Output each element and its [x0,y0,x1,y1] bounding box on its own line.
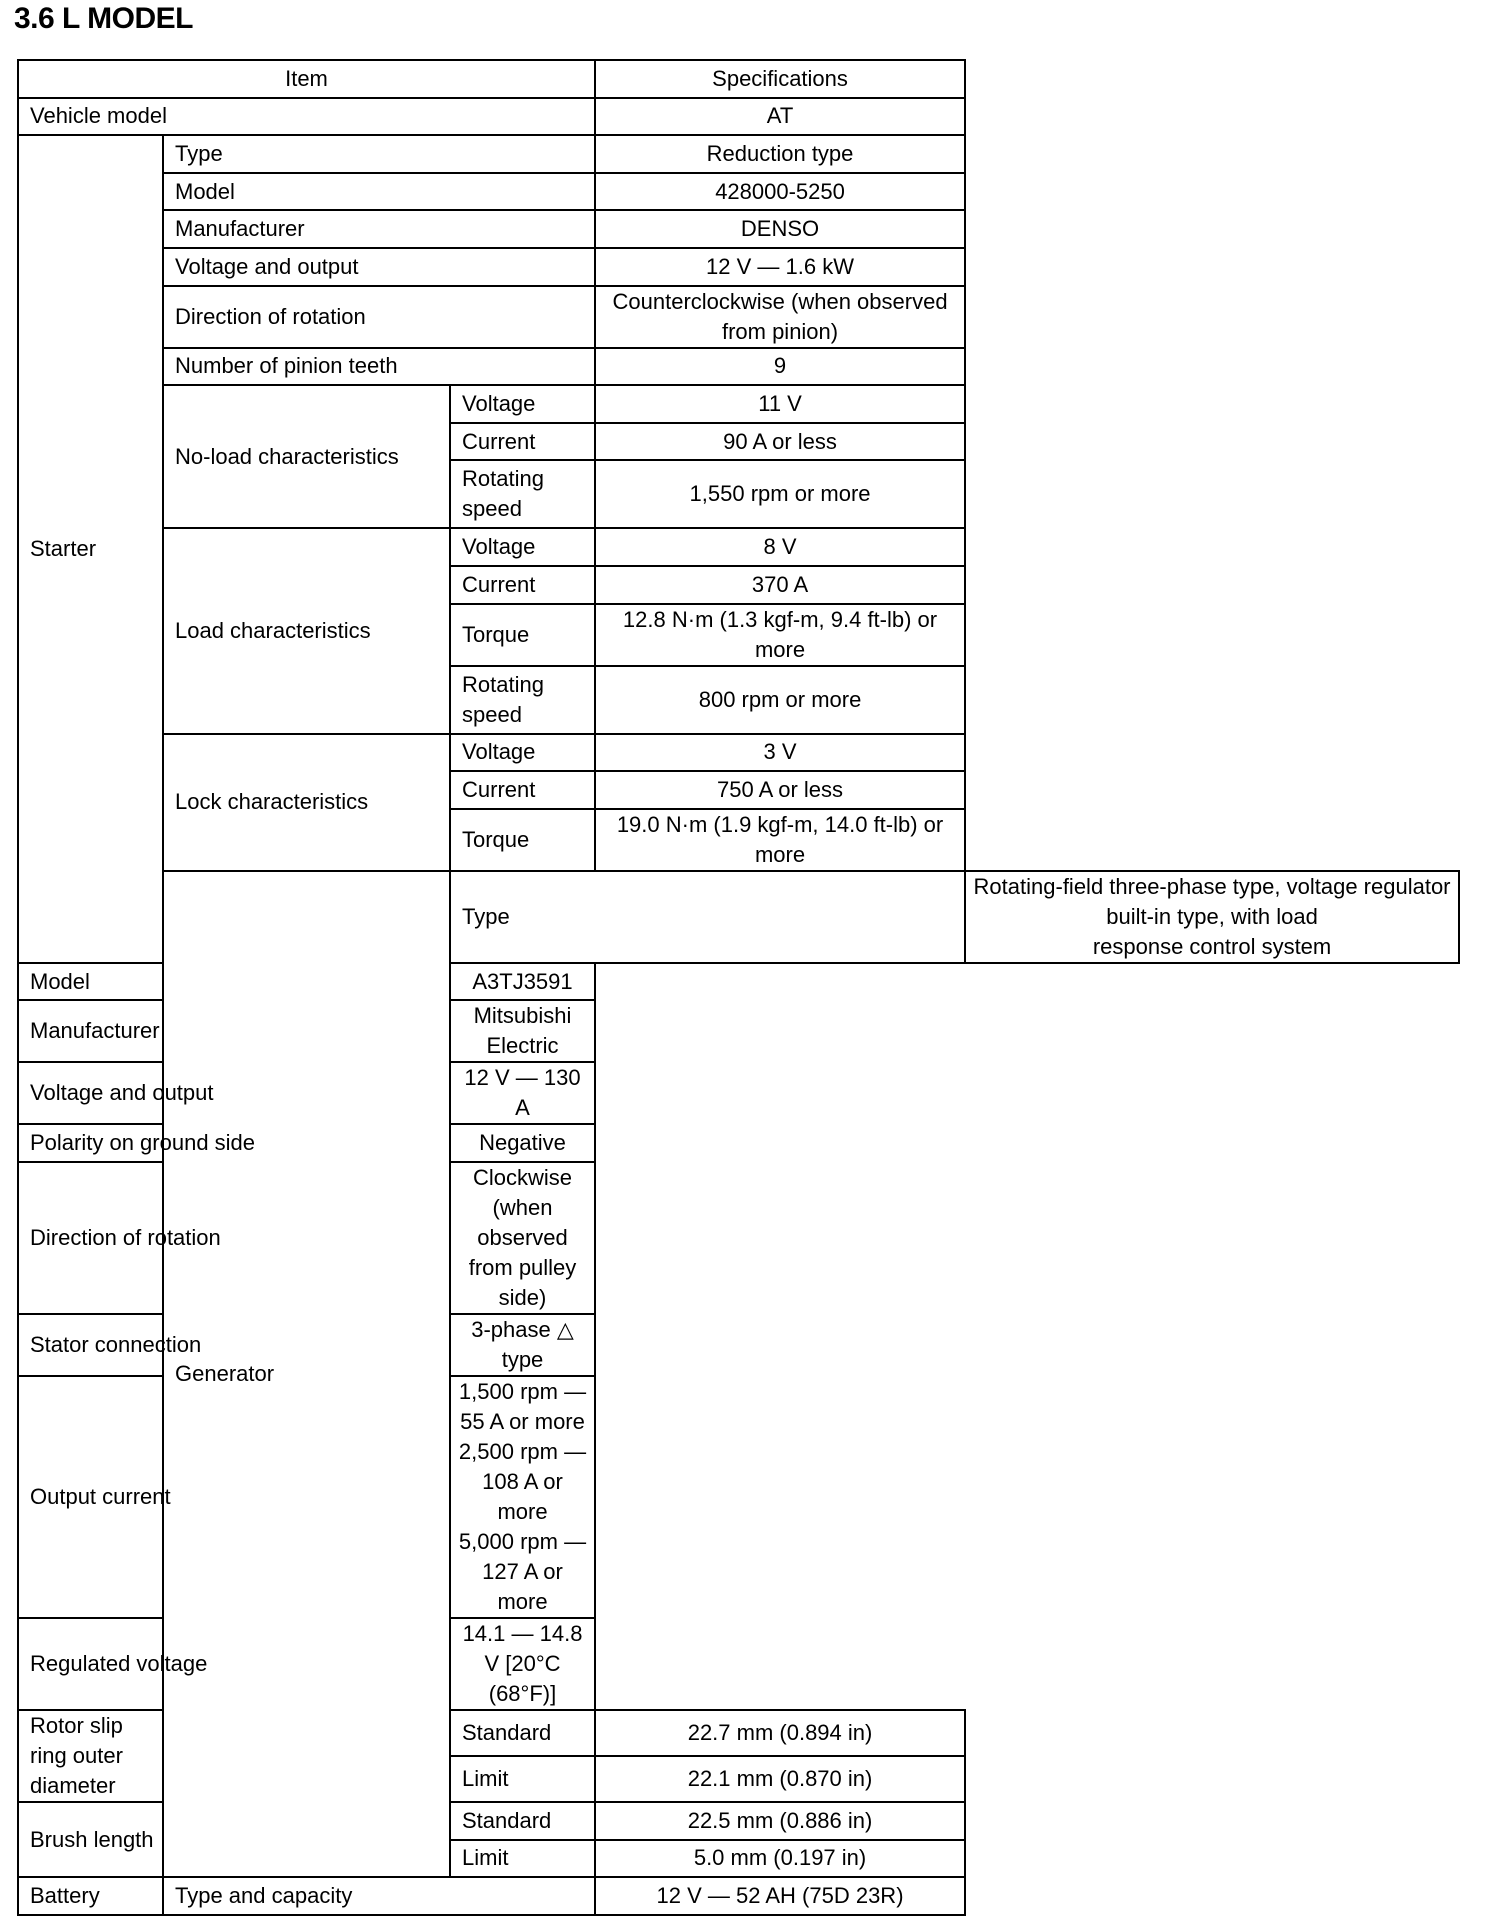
row-value: Mitsubishi Electric [450,1000,595,1062]
row-label: Torque [450,809,595,871]
row-label: Current [450,423,595,461]
table-row [18,1376,1459,1618]
row-label: Voltage [450,734,595,772]
label-line: Rotating [462,466,544,492]
table-row [18,98,1459,136]
row-value: DENSO [595,210,965,248]
row-value: 800 rpm or more [595,666,965,734]
value-line: 5,000 rpm — 127 A or more [458,1528,587,1614]
header-item: Item [18,60,595,98]
row-label: Type and capacity [163,1877,595,1915]
row-label: Regulated voltage [18,1618,450,1710]
label-line: diameter [30,1772,116,1798]
row-value: A3TJ3591 [450,963,595,1001]
row-value: 8 V [595,528,965,566]
group-starter: Starter [18,135,163,963]
row-label: Model [18,963,450,1001]
row-label: Direction of rotation [18,1162,450,1314]
row-label [450,666,595,734]
row-value: Negative [450,1124,595,1162]
subgroup-label: No-load characteristics [163,385,450,528]
row-value: Reduction type [595,135,965,173]
row-label: Voltage and output [18,1062,450,1124]
row-label: Polarity on ground side [18,1124,450,1162]
row-label: Voltage and output [163,248,595,286]
row-value: 3-phase △ type [450,1314,595,1376]
table-row [18,385,1459,423]
row-value [965,871,1459,963]
row-value: AT [595,98,965,136]
row-value: 11 V [595,385,965,423]
row-value: 19.0 N·m (1.9 kgf-m, 14.0 ft-lb) or more [595,809,965,871]
row-label: Stator connection [18,1314,450,1376]
row-value: 12 V — 1.6 kW [595,248,965,286]
table-row [18,528,1459,566]
row-value: 90 A or less [595,423,965,461]
row-value: 22.1 mm (0.870 in) [595,1756,965,1802]
value-line: 2,500 rpm — 108 A or more [458,1438,587,1524]
label-line: speed [462,701,522,727]
row-label: Limit [450,1756,595,1802]
row-value: 12 V — 52 AH (75D 23R) [595,1877,965,1915]
subgroup-label: Brush length [18,1802,163,1877]
row-value: Clockwise (when observed from pulley side) [450,1162,595,1314]
table-row [18,173,1459,211]
label-line: Rotating [462,671,544,697]
spec-table [17,59,1460,1916]
row-value: 14.1 — 14.8 V [20°C (68°F)] [450,1618,595,1710]
row-value: 12.8 N·m (1.3 kgf-m, 9.4 ft-lb) or more [595,604,965,666]
table-row [18,1124,1459,1162]
row-value: Counterclockwise (when observed from pinion) [595,286,965,348]
row-value: 22.7 mm (0.894 in) [595,1710,965,1756]
row-value: 370 A [595,566,965,604]
table-row [18,210,1459,248]
row-label: Voltage [450,528,595,566]
table-row [18,135,1459,173]
row-label: Voltage [450,385,595,423]
row-label: Current [450,771,595,809]
row-value: 3 V [595,734,965,772]
row-label: Direction of rotation [163,286,595,348]
label-line: Rotor slip ring outer [30,1712,123,1768]
row-label: Vehicle model [18,98,595,136]
header-spec: Specifications [595,60,965,98]
table-row [18,1877,1459,1915]
row-label: Current [450,566,595,604]
row-label: Standard [450,1710,595,1756]
label-line: speed [462,496,522,522]
row-value: 750 A or less [595,771,965,809]
value-line: response control system [1092,933,1332,959]
row-label: Manufacturer [18,1000,450,1062]
table-row [18,1062,1459,1124]
table-row [18,1000,1459,1062]
value-line: 1,500 rpm — 55 A or more [458,1378,587,1434]
row-label: Number of pinion teeth [163,348,595,386]
group-generator: Generator [163,871,450,1877]
row-label: Manufacturer [163,210,595,248]
row-label: Standard [450,1802,595,1840]
page-title: 3.6 L MODEL [14,2,193,35]
row-value: 1,550 rpm or more [595,460,965,528]
group-battery: Battery [18,1877,163,1915]
row-label: Output current [18,1376,450,1618]
table-row [18,871,1459,963]
row-label: Torque [450,604,595,666]
table-row [18,348,1459,386]
value-line: Rotating-field three-phase type, voltage regulator built-in type, with load [973,873,1451,929]
subgroup-label [18,1710,163,1802]
row-label: Limit [450,1840,595,1878]
row-label: Model [163,173,595,211]
table-row [18,248,1459,286]
table-row [18,286,1459,348]
table-header [18,60,1459,98]
table-row [18,1618,1459,1710]
table-row [18,734,1459,772]
table-row [18,1162,1459,1314]
row-label: Type [450,871,965,963]
subgroup-label: Load characteristics [163,528,450,733]
row-value: 22.5 mm (0.886 in) [595,1802,965,1840]
row-label: Type [163,135,595,173]
row-value: 9 [595,348,965,386]
row-value: 5.0 mm (0.197 in) [595,1840,965,1878]
subgroup-label: Lock characteristics [163,734,450,871]
row-value: 428000-5250 [595,173,965,211]
table-row [18,963,1459,1001]
row-label [450,460,595,528]
row-value: 12 V — 130 A [450,1062,595,1124]
row-value [450,1376,595,1618]
